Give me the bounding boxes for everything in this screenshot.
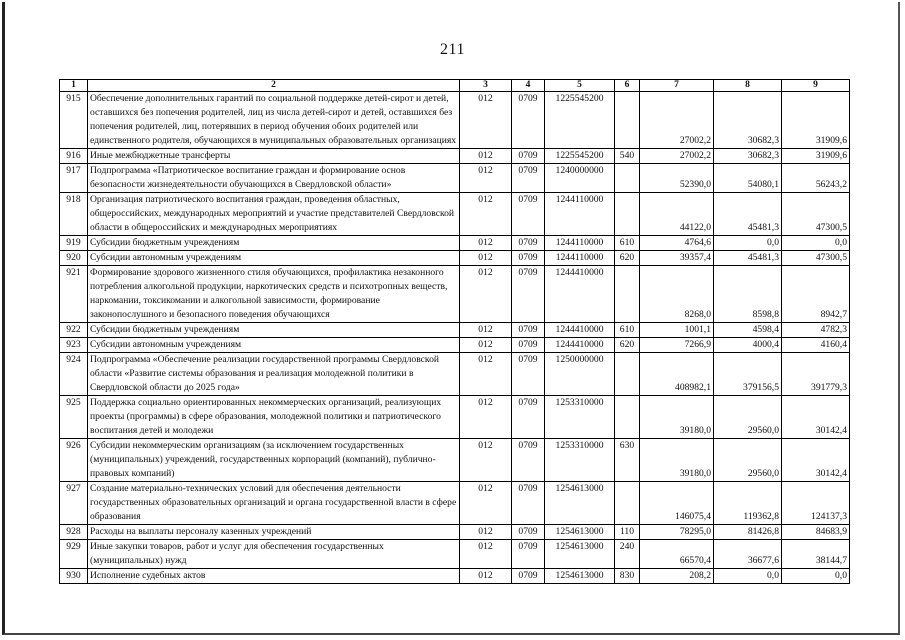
expense-type-code: 630 [615,439,640,482]
expense-type-code: 620 [615,338,640,353]
amount-year-3: 8942,7 [782,266,850,323]
section-code: 0709 [512,149,545,164]
table-row [60,193,850,236]
section-code: 0709 [512,266,545,323]
table-row [60,266,850,323]
row-number: 927 [60,482,88,525]
table-row [60,569,850,584]
row-number: 918 [60,193,88,236]
table-row [60,251,850,266]
ministry-code: 012 [460,251,512,266]
amount-year-1: 44122,0 [640,193,714,236]
section-code: 0709 [512,540,545,569]
section-code: 0709 [512,439,545,482]
ministry-code: 012 [460,439,512,482]
amount-year-2: 45481,3 [714,251,782,266]
row-number: 919 [60,236,88,251]
amount-year-2: 81426,8 [714,525,782,540]
expense-type-code: 610 [615,236,640,251]
amount-year-2: 119362,8 [714,482,782,525]
row-description: Субсидии автономным учреждениям [88,338,460,353]
expense-type-code [615,266,640,323]
section-code: 0709 [512,396,545,439]
target-article-code: 1244410000 [545,266,615,323]
amount-year-1: 408982,1 [640,353,714,396]
expense-type-code: 240 [615,540,640,569]
amount-year-1: 1001,1 [640,323,714,338]
amount-year-3: 4782,3 [782,323,850,338]
section-code: 0709 [512,338,545,353]
amount-year-3: 0,0 [782,236,850,251]
table-row [60,439,850,482]
amount-year-2: 8598,8 [714,266,782,323]
ministry-code: 012 [460,396,512,439]
expense-type-code [615,482,640,525]
expense-type-code: 610 [615,323,640,338]
target-article-code: 1244110000 [545,193,615,236]
column-header: 6 [615,80,640,92]
table-row [60,353,850,396]
amount-year-2: 4598,4 [714,323,782,338]
target-article-code: 1240000000 [545,164,615,193]
target-article-code: 1244110000 [545,251,615,266]
ministry-code: 012 [460,338,512,353]
amount-year-3: 30142,4 [782,396,850,439]
amount-year-2: 36677,6 [714,540,782,569]
row-number: 924 [60,353,88,396]
amount-year-1: 39180,0 [640,396,714,439]
column-header: 4 [512,80,545,92]
column-header: 7 [640,80,714,92]
column-header: 1 [60,80,88,92]
target-article-code: 1244110000 [545,236,615,251]
expense-type-code: 830 [615,569,640,584]
amount-year-2: 54080,1 [714,164,782,193]
ministry-code: 012 [460,236,512,251]
amount-year-1: 146075,4 [640,482,714,525]
row-number: 915 [60,92,88,149]
target-article-code: 1254613000 [545,569,615,584]
budget-table [59,79,850,584]
amount-year-3: 391779,3 [782,353,850,396]
row-number: 929 [60,540,88,569]
amount-year-3: 56243,2 [782,164,850,193]
amount-year-3: 4160,4 [782,338,850,353]
column-header: 3 [460,80,512,92]
target-article-code: 1244410000 [545,323,615,338]
row-description: Подпрограмма «Патриотическое воспитание граждан и формирование основ безопасности жизнедеятельности обучающихся в Свердловской области» [88,164,460,193]
amount-year-3: 30142,4 [782,439,850,482]
target-article-code: 1254613000 [545,482,615,525]
amount-year-1: 4764,6 [640,236,714,251]
target-article-code: 1225545200 [545,149,615,164]
expense-type-code [615,353,640,396]
row-description: Субсидии бюджетным учреждениям [88,236,460,251]
table-row [60,540,850,569]
row-number: 916 [60,149,88,164]
target-article-code: 1250000000 [545,353,615,396]
amount-year-2: 30682,3 [714,149,782,164]
expense-type-code [615,92,640,149]
row-number: 922 [60,323,88,338]
section-code: 0709 [512,92,545,149]
amount-year-3: 124137,3 [782,482,850,525]
amount-year-2: 29560,0 [714,439,782,482]
column-header: 8 [714,80,782,92]
amount-year-2: 0,0 [714,236,782,251]
expense-type-code: 110 [615,525,640,540]
row-description: Иные межбюджетные трансферты [88,149,460,164]
row-number: 928 [60,525,88,540]
row-number: 926 [60,439,88,482]
target-article-code: 1254613000 [545,540,615,569]
expense-type-code: 540 [615,149,640,164]
ministry-code: 012 [460,323,512,338]
amount-year-2: 45481,3 [714,193,782,236]
amount-year-1: 27002,2 [640,149,714,164]
amount-year-1: 52390,0 [640,164,714,193]
ministry-code: 012 [460,482,512,525]
column-header: 2 [88,80,460,92]
table-row [60,338,850,353]
amount-year-3: 38144,7 [782,540,850,569]
section-code: 0709 [512,569,545,584]
row-number: 930 [60,569,88,584]
row-number: 920 [60,251,88,266]
row-description: Иные закупки товаров, работ и услуг для обеспечения государственных (муниципальных) нужд [88,540,460,569]
section-code: 0709 [512,164,545,193]
row-number: 917 [60,164,88,193]
row-description: Подпрограмма «Обеспечение реализации государственной программы Свердловской области «Развитие системы образования и реализация молодежной политики в Свердловской области до 2025 года» [88,353,460,396]
row-description: Организация патриотического воспитания граждан, проведения областных, общероссийских, международных мероприятий и участие представителей Свердловской области в общероссийских и международных мероприятиях [88,193,460,236]
amount-year-1: 208,2 [640,569,714,584]
amount-year-1: 8268,0 [640,266,714,323]
target-article-code: 1244410000 [545,338,615,353]
amount-year-2: 29560,0 [714,396,782,439]
target-article-code: 1253310000 [545,396,615,439]
amount-year-3: 47300,5 [782,251,850,266]
table-row [60,164,850,193]
row-description: Обеспечение дополнительных гарантий по социальной поддержке детей-сирот и детей, оставшихся без попечения родителей, лиц из числа детей-сирот и детей, оставшихся без попечения родителей, лиц, потерявших в период обучения обоих родителей или единственного родителя, обучающихся в муниципальных образовательных организациях [88,92,460,149]
row-description: Формирование здорового жизненного стиля обучающихся, профилактика незаконного потребления алкогольной продукции, наркотических средств и психотропных веществ, наркомании, токсикомании и алкогольной зависимости, формирование законопослушного и безопасного поведения обучающихся [88,266,460,323]
ministry-code: 012 [460,540,512,569]
row-description: Поддержка социально ориентированных некоммерческих организаций, реализующих проекты (программы) в сфере образования, молодежной политики и патриотического воспитания детей и молодежи [88,396,460,439]
row-description: Исполнение судебных актов [88,569,460,584]
table-row [60,396,850,439]
amount-year-1: 39180,0 [640,439,714,482]
ministry-code: 012 [460,569,512,584]
table-header-row [60,80,850,92]
row-number: 923 [60,338,88,353]
amount-year-1: 66570,4 [640,540,714,569]
expense-type-code: 620 [615,251,640,266]
row-description: Расходы на выплаты персоналу казенных учреждений [88,525,460,540]
table-row [60,525,850,540]
row-number: 921 [60,266,88,323]
section-code: 0709 [512,353,545,396]
ministry-code: 012 [460,525,512,540]
section-code: 0709 [512,323,545,338]
amount-year-3: 31909,6 [782,92,850,149]
expense-type-code [615,396,640,439]
section-code: 0709 [512,236,545,251]
ministry-code: 012 [460,164,512,193]
amount-year-3: 47300,5 [782,193,850,236]
section-code: 0709 [512,193,545,236]
column-header: 5 [545,80,615,92]
section-code: 0709 [512,482,545,525]
target-article-code: 1253310000 [545,439,615,482]
amount-year-2: 0,0 [714,569,782,584]
amount-year-1: 27002,2 [640,92,714,149]
amount-year-1: 78295,0 [640,525,714,540]
section-code: 0709 [512,251,545,266]
amount-year-3: 84683,9 [782,525,850,540]
table-row [60,92,850,149]
row-description: Субсидии автономным учреждениям [88,251,460,266]
amount-year-1: 7266,9 [640,338,714,353]
amount-year-3: 31909,6 [782,149,850,164]
table-row [60,149,850,164]
target-article-code: 1225545200 [545,92,615,149]
row-number: 925 [60,396,88,439]
expense-type-code [615,193,640,236]
page-number: 211 [440,41,465,58]
ministry-code: 012 [460,353,512,396]
table-row [60,323,850,338]
ministry-code: 012 [460,92,512,149]
table-row [60,482,850,525]
section-code: 0709 [512,525,545,540]
ministry-code: 012 [460,149,512,164]
target-article-code: 1254613000 [545,525,615,540]
amount-year-2: 379156,5 [714,353,782,396]
row-description: Субсидии бюджетным учреждениям [88,323,460,338]
column-header: 9 [782,80,850,92]
row-description: Создание материально-технических условий для обеспечения деятельности государственных образовательных организаций и органа государственной власти в сфере образования [88,482,460,525]
ministry-code: 012 [460,193,512,236]
amount-year-2: 4000,4 [714,338,782,353]
amount-year-2: 30682,3 [714,92,782,149]
expense-type-code [615,164,640,193]
row-description: Субсидии некоммерческим организациям (за исключением государственных (муниципальных) учреждений, государственных корпораций (компаний), публично-правовых компаний) [88,439,460,482]
table-row [60,236,850,251]
amount-year-3: 0,0 [782,569,850,584]
ministry-code: 012 [460,266,512,323]
amount-year-1: 39357,4 [640,251,714,266]
